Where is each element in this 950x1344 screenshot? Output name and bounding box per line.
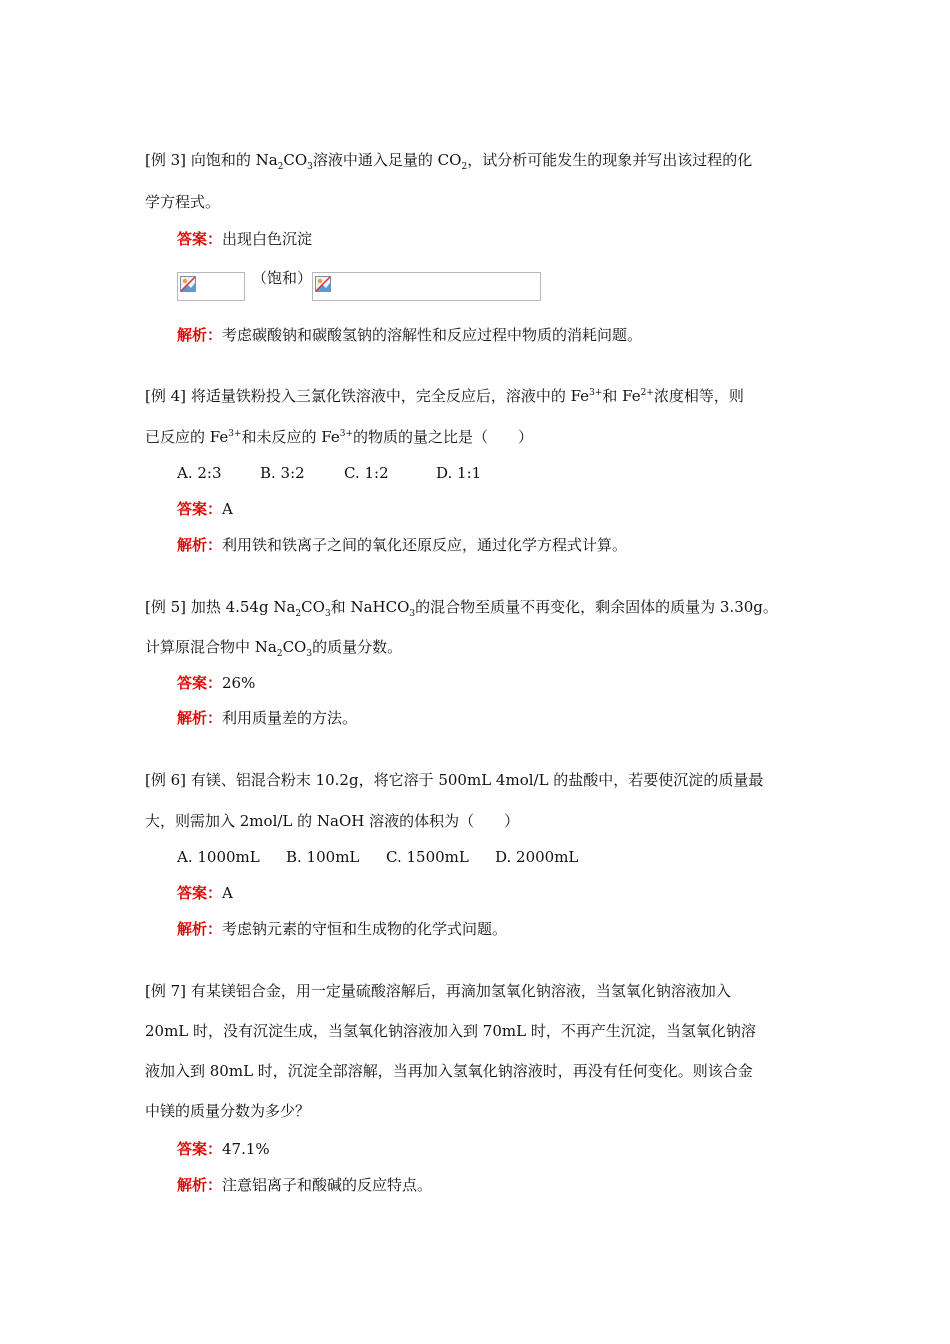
ex5-question-line-2 <box>145 637 402 657</box>
analysis-text: 利用铁和铁离子之间的氧化还原反应，通过化学方程式计算。 <box>222 536 628 554</box>
subscript: 3 <box>307 162 313 172</box>
answer-text: 出现白色沉淀 <box>222 230 313 248</box>
ex3-text: 向饱和的 Na <box>190 151 278 169</box>
ex5-text: CO <box>301 598 325 616</box>
ex7-analysis <box>177 1175 432 1195</box>
ex6-tag: [例 6] <box>145 771 187 789</box>
ex7-question-line-1 <box>145 981 731 1001</box>
analysis-text: 考虑钠元素的守恒和生成物的化学式问题。 <box>222 920 508 938</box>
superscript: 2+ <box>640 388 654 398</box>
ex4-text: 和未反应的 Fe <box>241 428 340 446</box>
ex4-option-b: B. 3:2 <box>260 464 305 482</box>
analysis-text: 利用质量差的方法。 <box>222 709 358 727</box>
ex3-text: CO <box>283 151 308 169</box>
ex5-question-line-1 <box>145 597 778 617</box>
ex6-option-d: D. 2000mL <box>495 848 579 866</box>
answer-text: 47.1% <box>222 1140 270 1158</box>
equation-image-1 <box>177 272 245 301</box>
ex5-analysis <box>177 708 357 728</box>
ex7-question-line-2: 20mL 时，没有沉淀生成，当氢氧化钠溶液加入到 70mL 时，不再产生沉淀，当氢氧化钠溶 <box>145 1022 756 1040</box>
answer-text: A <box>222 884 233 902</box>
ex3-tag: [例 3] <box>145 151 187 169</box>
ex3-text: 溶液中通入足量的 CO <box>312 151 462 169</box>
answer-label: 答案： <box>177 500 223 518</box>
subscript: 2 <box>276 649 283 659</box>
ex6-question-line-1 <box>145 770 763 790</box>
ex4-text: 已反应的 Fe <box>145 428 229 446</box>
ex5-text: 的混合物至质量不再变化，剩余固体的质量为 3.30g。 <box>415 598 778 616</box>
ex3-answer <box>177 229 312 249</box>
ex5-text: CO <box>282 638 307 656</box>
ex4-question-line-1 <box>145 386 744 406</box>
ex4-tag: [例 4] <box>145 387 187 405</box>
ex4-question-line-2 <box>145 427 533 447</box>
equation-image-2 <box>312 272 541 301</box>
broken-image-icon <box>315 276 331 292</box>
ex7-text: 有某镁铝合金，用一定量硫酸溶解后，再滴加氢氧化钠溶液，当氢氧化钠溶液加入 <box>190 982 731 1000</box>
ex4-option-d: D. 1:1 <box>436 464 482 482</box>
ex7-tag: [例 7] <box>145 982 187 1000</box>
ex4-text: 浓度相等，则 <box>653 387 744 405</box>
ex6-text: 有镁、铝混合粉末 10.2g，将它溶于 500mL 4mol/L 的盐酸中，若要使沉淀的质量最 <box>190 771 764 789</box>
ex4-text: 将适量铁粉投入三氯化铁溶液中，完全反应后，溶液中的 Fe <box>190 387 590 405</box>
answer-label: 答案： <box>177 1140 223 1158</box>
ex4-text: 和 Fe <box>602 387 641 405</box>
answer-text: A <box>222 500 233 518</box>
ex3-analysis <box>177 325 642 345</box>
subscript: 2 <box>461 162 468 172</box>
analysis-label: 解析： <box>177 536 223 554</box>
ex6-option-b: B. 100mL <box>286 848 360 866</box>
ex3-text: ，试分析可能发生的现象并写出该过程的化 <box>467 151 753 169</box>
ex3-question-line-2: 学方程式。 <box>145 193 221 211</box>
ex6-question-line-2: 大，则需加入 2mol/L 的 NaOH 溶液的体积为（ ） <box>145 812 520 830</box>
ex4-option-a: A. 2:3 <box>177 464 222 482</box>
ex4-answer <box>177 499 233 519</box>
subscript: 2 <box>295 609 302 619</box>
analysis-label: 解析： <box>177 920 223 938</box>
answer-label: 答案： <box>177 884 223 902</box>
analysis-label: 解析： <box>177 326 223 344</box>
ex6-option-a: A. 1000mL <box>177 848 260 866</box>
ex4-analysis <box>177 535 627 555</box>
analysis-text: 注意铝离子和酸碱的反应特点。 <box>222 1176 433 1194</box>
ex5-text: 加热 4.54g Na <box>190 598 296 616</box>
subscript: 3 <box>409 609 416 619</box>
analysis-label: 解析： <box>177 1176 223 1194</box>
ex5-text: 计算原混合物中 Na <box>145 638 277 656</box>
answer-label: 答案： <box>177 674 223 692</box>
ex7-question-line-4: 中镁的质量分数为多少？ <box>145 1102 311 1120</box>
ex5-tag: [例 5] <box>145 598 187 616</box>
broken-image-icon <box>180 276 196 292</box>
ex6-analysis <box>177 919 507 939</box>
ex5-text: 和 NaHCO <box>330 598 410 616</box>
analysis-label: 解析： <box>177 709 223 727</box>
superscript: 3+ <box>339 429 354 439</box>
ex4-option-c: C. 1:2 <box>344 464 389 482</box>
superscript: 3+ <box>228 429 242 439</box>
subscript: 2 <box>277 162 284 172</box>
ex5-text: 的质量分数。 <box>312 638 403 656</box>
eq-condition-label: （饱和） <box>252 269 313 287</box>
superscript: 3+ <box>589 388 603 398</box>
analysis-text: 考虑碳酸钠和碳酸氢钠的溶解性和反应过程中物质的消耗问题。 <box>222 326 643 344</box>
subscript: 3 <box>306 649 313 659</box>
ex7-answer <box>177 1139 270 1159</box>
ex4-text: 的物质的量之比是（ ） <box>353 428 534 446</box>
ex6-answer <box>177 883 233 903</box>
ex5-answer <box>177 673 255 693</box>
ex3-question-line-1 <box>145 150 752 170</box>
ex7-question-line-3: 液加入到 80mL 时，沉淀全部溶解，当再加入氢氧化钠溶液时，再没有任何变化。则该合金 <box>145 1062 753 1080</box>
answer-label: 答案： <box>177 230 223 248</box>
ex6-option-c: C. 1500mL <box>386 848 469 866</box>
answer-text: 26% <box>222 674 256 692</box>
subscript: 3 <box>324 609 331 619</box>
